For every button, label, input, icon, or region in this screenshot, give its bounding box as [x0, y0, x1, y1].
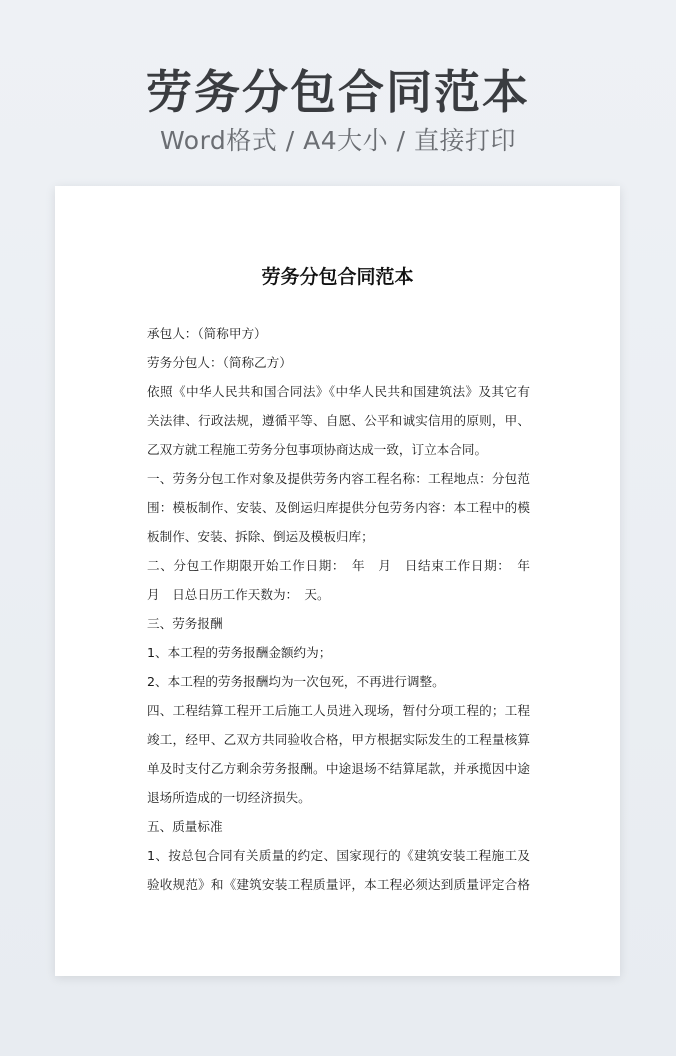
document-line: 1、按总包合同有关质量的约定、国家现行的《建筑安装工程施工及	[147, 848, 530, 863]
banner-title: 劳务分包合同范本	[146, 65, 530, 119]
banner	[0, 62, 676, 158]
document-line: 退场所造成的一切经济损失。	[147, 790, 311, 805]
document-body	[147, 319, 530, 899]
document-line: 单及时支付乙方剩余劳务报酬。中途退场不结算尾款，并承揽因中途	[147, 761, 530, 776]
document-line: 板制作、安装、拆除、倒运及模板归库；	[147, 529, 374, 544]
document-line: 一、劳务分包工作对象及提供劳务内容工程名称：工程地点：分包范	[147, 471, 530, 486]
document-line: 1、本工程的劳务报酬金额约为；	[147, 645, 332, 660]
document-line: 四、工程结算工程开工后施工人员进入现场，暂付分项工程的；工程	[147, 703, 530, 718]
document-line: 承包人：（简称甲方）	[147, 326, 267, 341]
document-page	[55, 186, 620, 976]
document-line: 验收规范》和《建筑安装工程质量评，本工程必须达到质量评定合格	[147, 877, 530, 892]
document-line: 2、本工程的劳务报酬均为一次包死，不再进行调整。	[147, 674, 445, 689]
document-line: 依照《中华人民共和国合同法》《中华人民共和国建筑法》及其它有	[147, 384, 530, 399]
document-line: 劳务分包人：（简称乙方）	[147, 355, 292, 370]
document-line: 月 日总日历工作天数为： 天。	[147, 587, 330, 602]
banner-subtitle: Word格式 / A4大小 / 直接打印	[160, 126, 516, 155]
document-line: 围：模板制作、安装、及倒运归库提供分包劳务内容：本工程中的模	[147, 500, 530, 515]
document-title: 劳务分包合同范本	[261, 266, 414, 288]
document-line: 乙双方就工程施工劳务分包事项协商达成一致，订立本合同。	[147, 442, 488, 457]
document-line: 二、分包工作期限开始工作日期： 年 月 日结束工作日期： 年	[147, 558, 530, 573]
document-line: 三、劳务报酬	[147, 616, 223, 631]
document-line: 竣工，经甲、乙双方共同验收合格，甲方根据实际发生的工程量核算	[147, 732, 530, 747]
document-line: 关法律、行政法规，遵循平等、自愿、公平和诚实信用的原则，甲、	[147, 413, 530, 428]
document-line: 五、质量标准	[147, 819, 223, 834]
